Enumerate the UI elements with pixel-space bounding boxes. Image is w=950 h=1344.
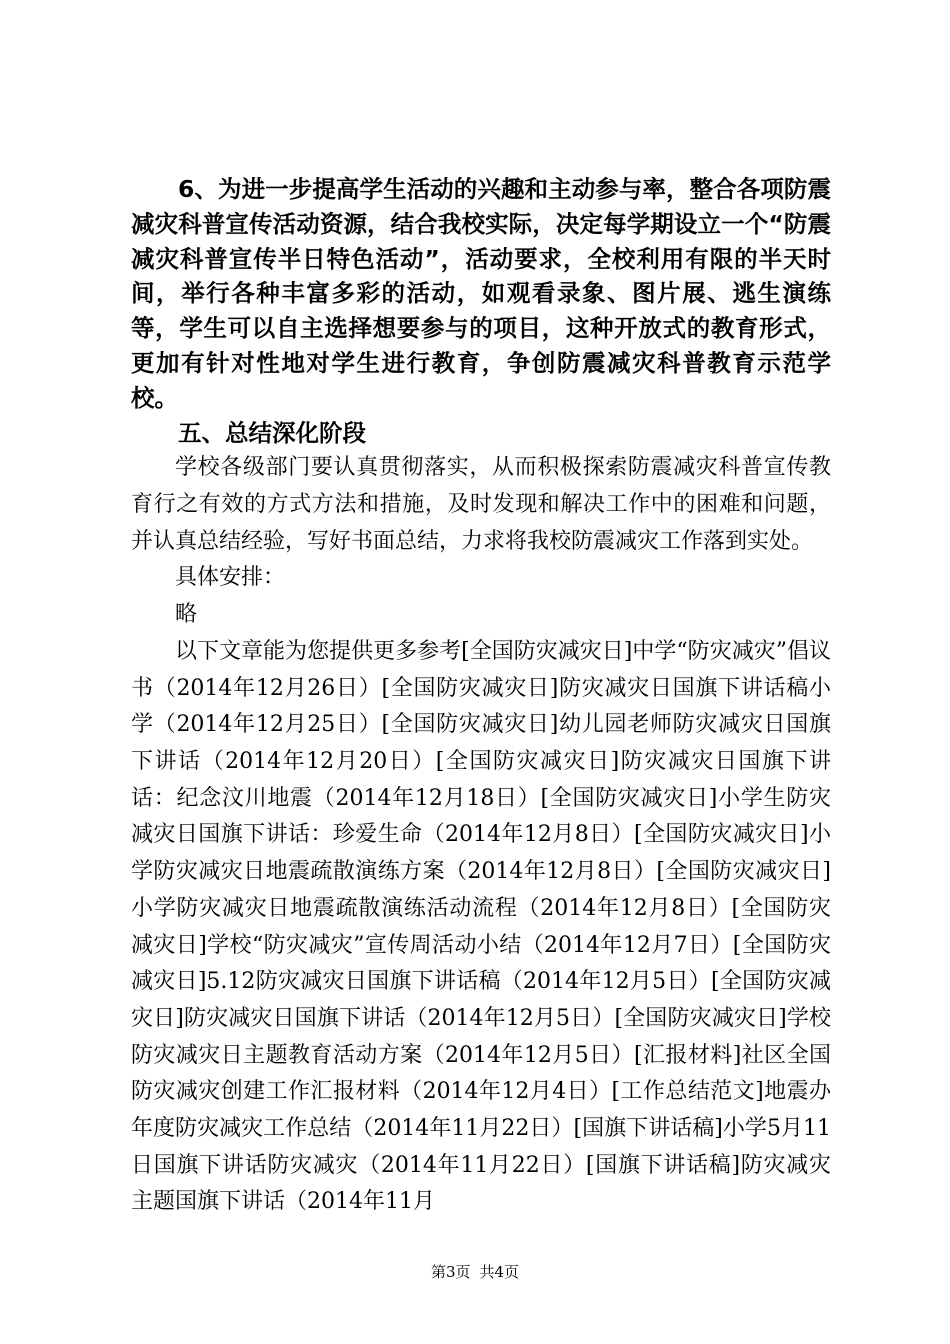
paragraph-related-articles: 以下文章能为您提供更多参考[全国防灾减灾日]中学“防灾减灾”倡议书（2014年12月26日）[全国防灾减灾日]防灾减灾日国旗下讲话稿小学（2014年12月25日）[全国防灾减灾日]幼儿园老师防灾减灾日国旗下讲话（2014年12月20日）[全国防灾减灾日]防灾减灾日国旗下讲话：纪念汶川地震（2014年12月18日）[全国防灾减灾日]小学生防灾减灾日国旗下讲话：珍爱生命（2014年12月8日）[全国防灾减灾日]小学防灾减灾日地震疏散演练方案（2014年12月8日）[全国防灾减灾日]小学防灾减灾日地震疏散演练活动流程（2014年12月8日）[全国防灾减灾日]学校“防灾减灾”宣传周活动小结（2014年12月7日）[全国防灾减灾日]5.12防灾减灾日国旗下讲话稿（2014年12月5日）[全国防灾减灾日]防灾减灾日国旗下讲话（2014年12月5日）[全国防灾减灾日]学校防灾减灾日主题教育活动方案（2014年12月5日）[汇报材料]社区全国防灾减灾创建工作汇报材料（2014年12月4日）[工作总结范文]地震办年度防灾减灾工作总结（2014年11月22日）[国旗下讲话稿]小学5月11日国旗下讲话防灾减灾（2014年11月22日）[国旗下讲话稿]防灾减灾主题国旗下讲话（2014年11月	[131, 638, 831, 1215]
page-number: 第3页	[430, 1263, 471, 1281]
section-heading-summary-stage: 五、总结深化阶段	[178, 418, 366, 447]
document-body	[131, 172, 831, 1221]
paragraph-arrangement-label: 具体安排：	[175, 565, 286, 591]
page-footer	[0, 1262, 950, 1282]
paragraph-omitted: 略	[175, 602, 198, 628]
paragraph-activity-6: 6、为进一步提高学生活动的兴趣和主动参与率，整合各项防震减灾科普宣传活动资源，结合我校实际，决定每学期设立一个“防震减灾科普宣传半日特色活动”，活动要求，全校利用有限的半天时间，举行各种丰富多彩的活动，如观看录象、图片展、逃生演练等，学生可以自主选择想要参与的项目，这种开放式的教育形式，更加有针对性地对学生进行教育，争创防震减灾科普教育示范学校。	[131, 175, 831, 412]
page-total: 共4页	[479, 1263, 520, 1281]
paragraph-summary: 学校各级部门要认真贯彻落实，从而积极探索防震减灾科普宣传教育行之有效的方式方法和措施，及时发现和解决工作中的困难和问题，并认真总结经验，写好书面总结，力求将我校防震减灾工作落到实处。	[131, 455, 831, 554]
